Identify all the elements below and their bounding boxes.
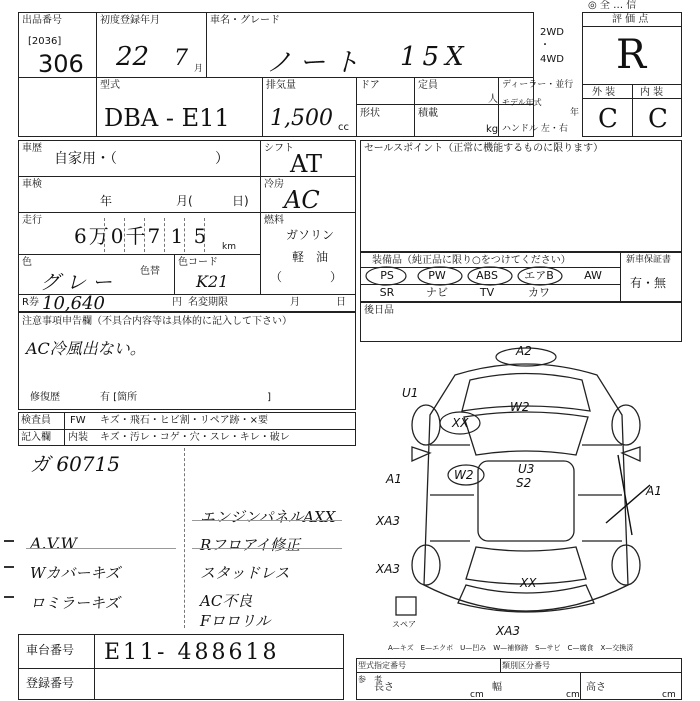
dims-width: 幅 [492, 682, 502, 693]
car-name: ノート [266, 48, 368, 78]
dims-length: 長さ [374, 682, 394, 693]
header-fragment: ◎ 全 … 信 [588, 0, 637, 11]
inspection-month-unit: 月( [176, 194, 193, 208]
mark-xa3-1: XA3 [376, 514, 401, 528]
reg-number-label: 登録番号 [26, 676, 75, 690]
frame-number-label: 車台番号 [26, 643, 75, 657]
hand-left-1: A.V.W [30, 534, 77, 553]
color-code-value: K21 [196, 272, 229, 291]
spare-label: スペア [392, 620, 416, 629]
equip-airbag: エアB [524, 269, 554, 282]
mileage-label: 走行 [22, 215, 42, 226]
inspection-day-unit: 日) [232, 194, 249, 208]
color-label: 色 [22, 257, 32, 268]
history-label: 車歴 [22, 143, 42, 154]
displacement-value: 1,500 [270, 106, 333, 131]
inspector-label-2: 記入欄 [21, 432, 51, 443]
equip-aw: AW [584, 269, 602, 282]
evaluation-score: R [616, 32, 647, 78]
registration-month-unit: 月 [194, 64, 204, 74]
load-unit: kg [486, 124, 499, 135]
mileage-unit: km [222, 242, 236, 252]
inspection-year-unit: 年 [100, 194, 113, 208]
dims-width-unit: cm [566, 690, 580, 700]
inspector-row2-tag: 内装 [68, 432, 88, 443]
equip-sr: SR [379, 286, 395, 299]
hand-mileage-note: ガ 60715 [30, 452, 120, 476]
handle-label: ハンドル 左・右 [502, 124, 568, 134]
exterior-grade: C [598, 104, 618, 134]
after-install-box [360, 302, 682, 342]
mark-w2-door: W2 [454, 468, 474, 482]
interior-label: 内 装 [640, 87, 664, 98]
mark-w2-top: W2 [510, 400, 530, 414]
equip-pw: PW [428, 269, 446, 282]
inspection-label: 車検 [22, 179, 42, 190]
hand-right-2: Rフロアイ修正 [200, 536, 300, 554]
doors-label: ドア [360, 80, 380, 91]
after-install-label: 後日品 [364, 305, 394, 316]
equip-tv: TV [479, 286, 495, 299]
hand-right-4: AC不良 [200, 592, 253, 610]
mark-xa3-2: XA3 [376, 562, 401, 576]
model-label: 型式 [100, 80, 120, 91]
mark-xx-rear: XX [520, 576, 537, 590]
warranty-value: 有・無 [630, 276, 667, 290]
diagram-legend: A—キズ E—エクボ U—凹み W—補修跡 S—サビ C—腐食 X—交換済 [388, 644, 634, 652]
recycle-value: 10,640 [42, 293, 105, 314]
hand-left-3: ロミラーキズ [30, 594, 120, 612]
car-grade: 15X [400, 42, 470, 72]
hand-right-1: エンジンパネルAXX [200, 508, 336, 526]
repair-label: 修復歴 [30, 392, 60, 403]
color-change-label: 色替 [140, 266, 160, 277]
dims-height-unit: cm [662, 690, 676, 700]
dims-height: 高さ [586, 682, 606, 693]
frame-number-value: E11- 488618 [104, 640, 280, 665]
equipment-label: 装備品（純正品に限り○をつけてください） [372, 255, 571, 266]
dealer-label: ディーラー・並行 [502, 80, 574, 90]
fuel-option: 軽 油 [292, 250, 329, 264]
capacity-label: 定員 [418, 80, 438, 91]
mark-u1: U1 [402, 386, 419, 400]
equip-ps: PS [380, 269, 394, 282]
equip-abs: ABS [476, 269, 498, 282]
auction-sheet: ◎ 全 … 信 出品番号 [2036] 306 初度登録年月 22 7 月 車名・グレード ノート 15X 2WD ・ 4WD 評 価 点 R 外 装 内 装 C C 型式 DBA - E11 排気量 1,500 cc ドア 定員 人 形状 積載 kg ディーラー・並行 モデル年式 年 ハンドル 左・右 車歴 自家用・（ ） 車検 年 月( 日) 走行 6万0千7 1 5 km 色 グレー 色替 色コード K21 シフト AT 冷房 AC 燃料 ガソリン 軽 油 （ ） R券 10,640 円 名変期限 月 日 セールスポイント（正常に機能するものに限ります） 装備品（純正品に限り○をつけてください） PS PW ABS エアB AW SR ナビ TV カワ 新車保証書 有・無 後日品 注意事項申告欄（不具合内容等は具体的に記入して下さい） AC冷風出ない。 修復歴 有 [箇所 ] 検査員 記入欄 FW キズ・飛石・ヒビ割・リペア跡・×要 内装 キズ・汚レ・コゲ・穴・スレ・キレ・破レ ガ 60715 A.V.W Wカバーキズ ロミラーキズ エンジンパネルAXX Rフロアイ修正 スタッドレス AC不良 Fロロリル A2 W2 XX A1 W2 U3 S2 A1 XA3 XA3 XX XA3 U1 スペア A—キズ E—エクボ U—凹み W—補修跡 S—サビ C—腐食 X—交換済 車台番号 E11- 488618 登録番号 型式指定番号 類別区分番号 参 考 長さ cm 幅 cm 高さ cm [0, 0, 700, 700]
mark-u3: U3 [518, 462, 535, 476]
registration-label: 初度登録年月 [100, 15, 160, 26]
aircon-value: AC [284, 186, 320, 214]
displacement-unit: cc [338, 122, 349, 133]
mark-s2: S2 [516, 476, 532, 490]
history-value: 自家用・（ ） [54, 151, 229, 167]
model-year-label: モデル年式 [502, 98, 542, 107]
recycle-unit: 円 [172, 297, 182, 308]
mark-a1-right: A1 [646, 484, 662, 498]
interior-grade: C [648, 104, 668, 134]
equip-navi: ナビ [426, 286, 448, 299]
registration-month: 7 [174, 46, 188, 71]
mileage-value: 6万0千7 1 5 [74, 224, 209, 248]
recycle-label: R券 [22, 297, 39, 308]
inspector-label-1: 検査員 [21, 415, 51, 426]
lot-number: 306 [38, 50, 84, 78]
repair-value: 有 [箇所 ] [100, 392, 271, 403]
model-value: DBA - E11 [104, 104, 230, 132]
registration-year: 22 [116, 42, 150, 72]
dims-ref: 参 考 [358, 675, 382, 684]
equip-leather: カワ [528, 286, 550, 299]
lot-label: 出品番号 [22, 15, 62, 26]
mark-a2: A2 [516, 345, 532, 358]
drive-2wd: 2WD [540, 27, 564, 38]
aircon-label: 冷房 [264, 179, 284, 190]
evaluation-label: 評 価 点 [612, 14, 649, 25]
dims-label-2: 類別区分番号 [502, 661, 550, 670]
inspector-row1-tag: FW [70, 415, 86, 426]
notes-text: AC冷風出ない。 [26, 339, 146, 358]
color-value: グレー [40, 270, 118, 294]
warranty-label: 新車保証書 [626, 255, 672, 265]
inspector-row2-items: キズ・汚レ・コゲ・穴・スレ・キレ・破レ [100, 432, 290, 443]
drive-4wd: 4WD [540, 54, 564, 65]
mark-a1-left: A1 [386, 472, 402, 486]
displacement-label: 排気量 [266, 80, 296, 91]
dims-length-unit: cm [470, 690, 484, 700]
load-label: 積載 [418, 108, 438, 119]
color-code-label: 色コード [178, 257, 218, 268]
sales-point-label: セールスポイント（正常に機能するものに限ります） [364, 143, 604, 154]
shift-value: AT [290, 150, 323, 178]
notes-label: 注意事項申告欄（不具合内容等は具体的に記入して下さい） [22, 316, 292, 327]
exterior-label: 外 装 [592, 87, 616, 98]
model-year-unit: 年 [570, 108, 580, 118]
name-change-month: 月 [290, 297, 300, 308]
hand-right-5: Fロロリル [200, 612, 271, 630]
hand-right-3: スタッドレス [200, 564, 290, 582]
name-change-day: 日 [336, 297, 346, 308]
car-name-label: 車名・グレード [210, 15, 280, 26]
shape-label: 形状 [360, 108, 380, 119]
fuel-label: 燃料 [264, 215, 284, 226]
shift-label: シフト [264, 143, 294, 154]
dims-label-1: 型式指定番号 [358, 661, 406, 670]
mark-xa3-3: XA3 [496, 624, 521, 638]
lot-code: [2036] [28, 36, 62, 47]
name-change-label: 名変期限 [188, 297, 228, 308]
equipment-circles [364, 264, 594, 288]
car-damage-diagram [370, 345, 682, 645]
inspector-row1-items: キズ・飛石・ヒビ割・リペア跡・×要 [100, 415, 268, 426]
sales-point-box [360, 140, 682, 252]
mark-xx-front: XX [452, 416, 469, 430]
fuel-value: ガソリン [286, 228, 335, 242]
capacity-unit: 人 [488, 94, 498, 105]
hand-left-2: Wカバーキズ [30, 564, 121, 582]
